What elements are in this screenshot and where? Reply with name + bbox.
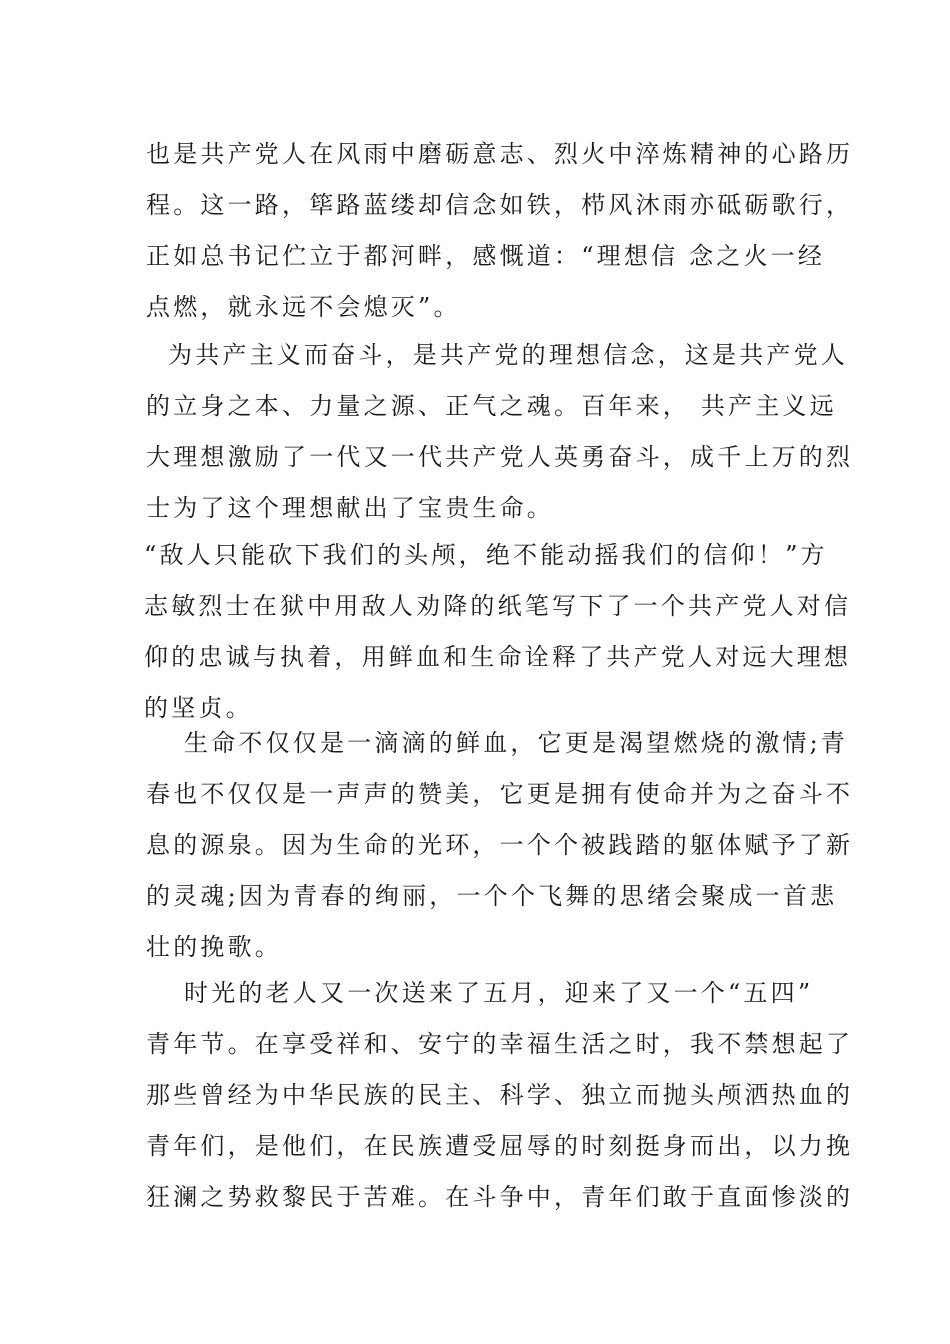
text-line: 息的源泉。因为生命的光环，一个个被践踏的躯体赋予了新 bbox=[146, 831, 854, 859]
text-line: 大理想激励了一代又一代共产党人英勇奋斗，成千上万的烈 bbox=[146, 443, 854, 471]
text-line: 仰的忠诚与执着，用鲜血和生命诠释了共产党人对远大理想 bbox=[144, 643, 852, 671]
text-line: 的立身之本、力量之源、正气之魂。百年来， 共产主义远 bbox=[146, 392, 837, 420]
text-line: 春也不仅仅是一声声的赞美，它更是拥有使命并为之奋斗不 bbox=[146, 780, 854, 808]
text-line: 为共产主义而奋斗，是共产党的理想信念，这是共产党人 bbox=[168, 341, 848, 369]
paragraph-1 bbox=[146, 129, 854, 333]
text-line: 也是共产党人在风雨中磨砺意志、烈火中淬炼精神的心路历 bbox=[146, 140, 854, 168]
paragraph-5 bbox=[146, 968, 854, 1223]
text-line: 青年们，是他们，在民族遭受屈辱的时刻挺身而出，以力挽 bbox=[146, 1132, 854, 1160]
text-line: 生命不仅仅是一滴滴的鲜血，它更是渴望燃烧的激情;青 bbox=[184, 729, 849, 757]
text-line: 狂澜之势救黎民于苦难。在斗争中，青年们敢于直面惨淡的 bbox=[146, 1183, 854, 1211]
text-line: 点燃，就永远不会熄灭”。 bbox=[146, 293, 461, 321]
text-line: 程。这一路，筚路蓝缕却信念如铁，栉风沐雨亦砥砺歌行， bbox=[146, 191, 854, 219]
text-line: 正如总书记伫立于都河畔，感慨道：“理想信 念之火一经 bbox=[146, 242, 826, 270]
text-line: “敌人只能砍下我们的头颅，绝不能动摇我们的信仰！”方 bbox=[144, 541, 828, 569]
paragraph-3 bbox=[144, 530, 852, 734]
text-line: 的灵魂;因为青春的绚丽，一个个飞舞的思绪会聚成一首悲 bbox=[146, 882, 838, 910]
text-line: 那些曾经为中华民族的民主、科学、独立而抛头颅洒热血的 bbox=[146, 1081, 854, 1109]
text-line: 的坚贞。 bbox=[144, 694, 253, 722]
paragraph-4 bbox=[146, 718, 854, 973]
text-line: 士为了这个理想献出了宝贵生命。 bbox=[146, 494, 554, 522]
text-line: 壮的挽歌。 bbox=[146, 933, 282, 961]
text-line: 青年节。在享受祥和、安宁的幸福生活之时，我不禁想起了 bbox=[146, 1030, 854, 1058]
paragraph-2 bbox=[146, 330, 854, 534]
text-line: 志敏烈士在狱中用敌人劝降的纸笔写下了一个共产党人对信 bbox=[144, 592, 852, 620]
text-line: 时光的老人又一次送来了五月，迎来了又一个“五四” bbox=[184, 979, 814, 1007]
